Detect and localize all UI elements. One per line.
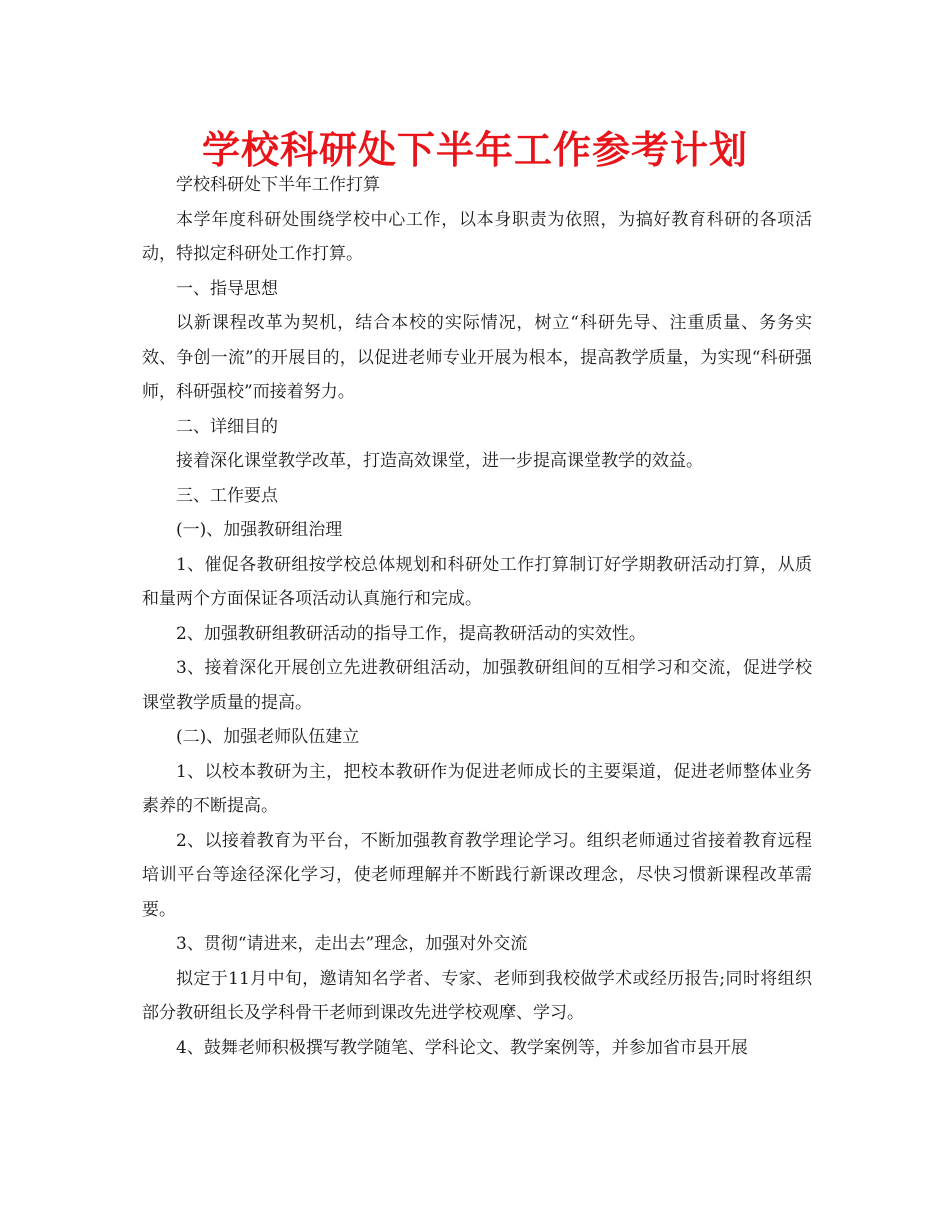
paragraph-intro: 本学年度科研处围绕学校中心工作，以本身职责为依照，为搞好教育科研的各项活动，特拟定科研处工作打算。	[142, 209, 812, 264]
section-heading-guiding-ideology: 一、指导思想	[176, 278, 278, 299]
list-item-group-1: 1、催促各教研组按学校总体规划和科研处工作打算制订好学期教研活动打算，从质和量两个方面保证各项活动认真施行和完成。	[142, 554, 812, 609]
paragraph-exchange-plan: 拟定于11月中旬，邀请知名学者、专家、老师到我校做学术或经历报告;同时将组织部分教研组长及学科骨干老师到课改先进学校观摩、学习。	[142, 968, 812, 1023]
section-heading-work-points: 三、工作要点	[176, 485, 278, 506]
subsection-heading-research-group: (一)、加强教研组治理	[176, 520, 343, 540]
document-title: 学校科研处下半年工作参考计划	[201, 128, 748, 172]
list-item-teacher-3: 3、贯彻“请进来，走出去”理念，加强对外交流	[176, 934, 528, 954]
subsection-heading-teacher-team: (二)、加强老师队伍建立	[176, 727, 360, 747]
list-item-group-3: 3、接着深化开展创立先进教研组活动，加强教研组间的互相学习和交流，促进学校课堂教学质量的提高。	[142, 658, 812, 713]
list-item-group-2: 2、加强教研组教研活动的指导工作，提高教研活动的实效性。	[176, 623, 646, 644]
list-item-teacher-4: 4、鼓舞老师积极撰写教学随笔、学科论文、教学案例等，并参加省市县开展	[176, 1037, 748, 1058]
paragraph-subtitle: 学校科研处下半年工作打算	[176, 175, 380, 195]
list-item-teacher-2: 2、以接着教育为平台，不断加强教育教学理论学习。组织老师通过省接着教育远程培训平台等途径深化学习，使老师理解并不断践行新课改理念，尽快习惯新课程改革需要。	[142, 830, 812, 920]
paragraph-detailed-goals: 接着深化课堂教学改革，打造高效课堂，进一步提高课堂教学的效益。	[176, 451, 703, 471]
paragraph-guiding-ideology: 以新课程改革为契机，结合本校的实际情况，树立“科研先导、注重质量、务务实效、争创一流”的开展目的，以促进老师专业开展为根本，提高教学质量，为实现“科研强师，科研强校”而接着努力。	[142, 313, 812, 402]
section-heading-detailed-goals: 二、详细目的	[176, 416, 278, 437]
list-item-teacher-1: 1、以校本教研为主，把校本教研作为促进老师成长的主要渠道，促进老师整体业务素养的不断提高。	[142, 761, 812, 816]
document-body	[142, 168, 812, 1065]
